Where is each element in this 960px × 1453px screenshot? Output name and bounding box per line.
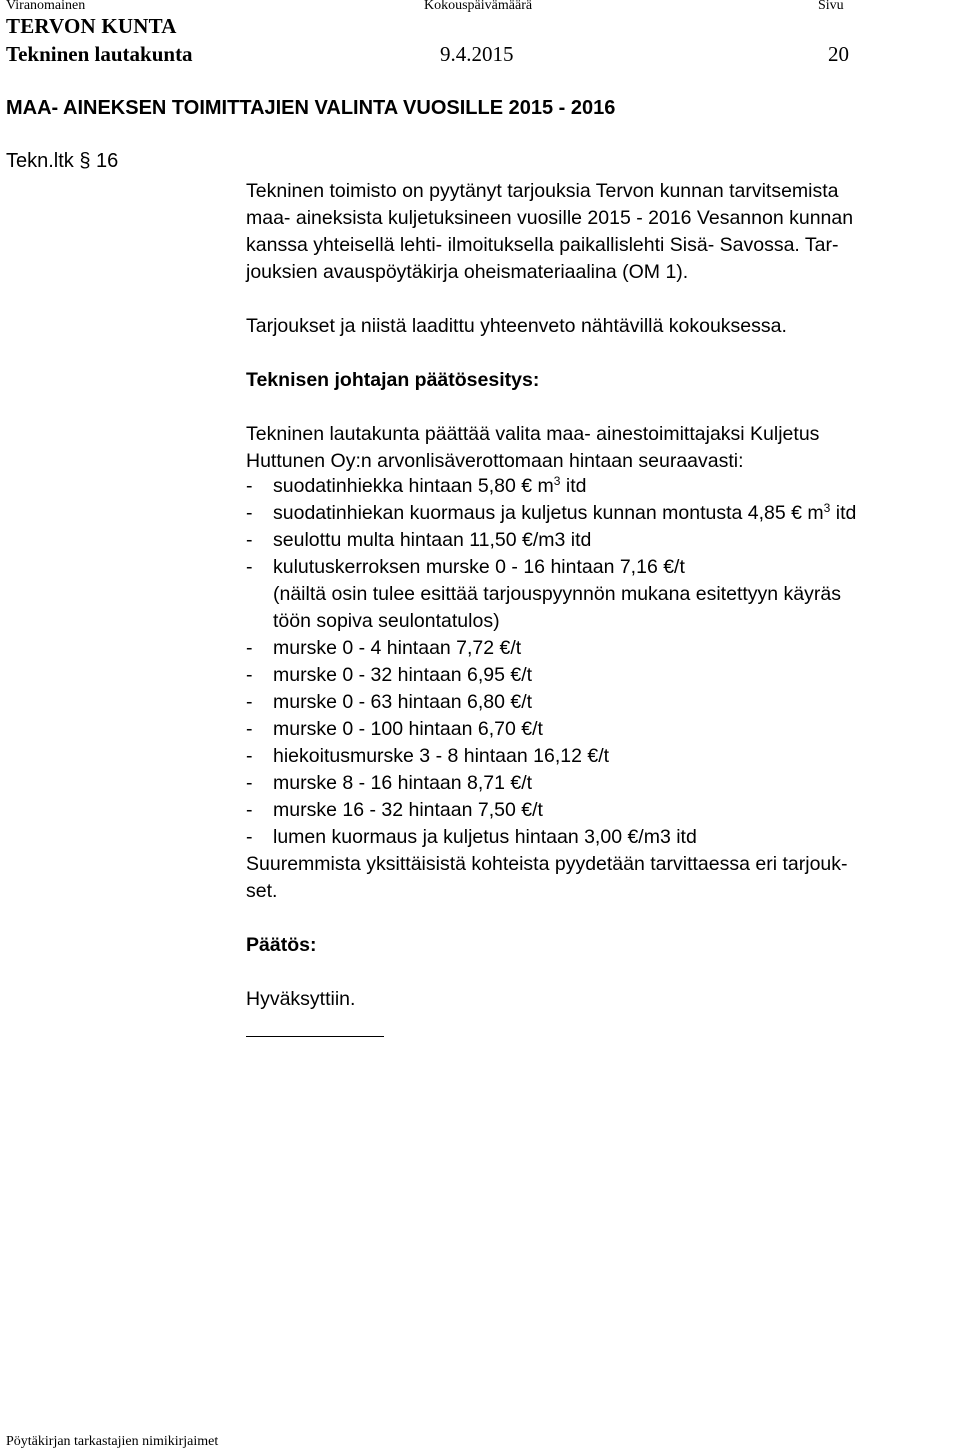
note-paragraph: Tarjoukset ja niistä laadittu yhteenveto nähtävillä kokouksessa. [246,315,787,337]
intro-paragraph [246,178,853,286]
price-item-text: suodatinhiekan kuormaus ja kuljetus kunnan montusta 4,85 € m [273,502,824,524]
intro-line: kanssa yhteisellä lehti- ilmoituksella paikallislehti Sisä- Savossa. Tar- [246,234,839,256]
board-name: Tekninen lautakunta [6,42,193,66]
intro-line: Tekninen toimisto on pyytänyt tarjouksia Tervon kunnan tarvitsemista [246,180,839,202]
footer-label: Pöytäkirjan tarkastajien nimikirjaimet [6,1434,219,1449]
proposal-line: Tekninen lautakunta päättää valita maa- ainestoimittajaksi Kuljetus [246,423,820,445]
section-reference: Tekn.ltk § 16 [6,150,119,172]
signature-line [246,1036,384,1037]
list-dash: - [246,664,253,686]
proposal-paragraph [246,421,819,475]
meeting-date: 9.4.2015 [440,42,514,66]
closing-paragraph [246,851,848,905]
price-item-text: murske 0 - 100 hintaan 6,70 €/t [273,718,543,740]
list-dash: - [246,826,253,848]
proposal-heading: Teknisen johtajan päätösesitys: [246,369,540,391]
decision-text: Hyväksyttiin. [246,988,356,1010]
label-official: Viranomainen [6,0,86,13]
decision-heading: Päätös: [246,934,317,956]
price-item-text: kulutuskerroksen murske 0 - 16 hintaan 7,16 €/t [273,556,685,578]
list-dash: - [246,529,253,551]
intro-line: maa- aineksista kuljetuksineen vuosille 2015 - 2016 Vesannon kunnan [246,207,854,229]
list-dash: - [246,799,253,821]
label-meeting-date: Kokouspäivämäärä [424,0,533,13]
price-item-text: suodatinhiekka hintaan 5,80 € m [273,475,554,497]
closing-line: Suuremmista yksittäisistä kohteista pyydetään tarvittaessa eri tarjouk- [246,853,848,875]
list-dash: - [246,475,253,497]
document-title: MAA- AINEKSEN TOIMITTAJIEN VALINTA VUOSILLE 2015 - 2016 [6,97,616,119]
price-item-text: murske 8 - 16 hintaan 8,71 €/t [273,772,533,794]
price-item-suffix: itd [830,502,857,524]
list-dash: - [246,718,253,740]
price-item-text: murske 0 - 63 hintaan 6,80 €/t [273,691,533,713]
price-item-text: lumen kuormaus ja kuljetus hintaan 3,00 €/m3 itd [273,826,697,848]
price-item-text: seulottu multa hintaan 11,50 €/m3 itd [273,529,592,551]
list-dash: - [246,772,253,794]
closing-line: set. [246,880,278,902]
intro-line: jouksien avauspöytäkirja oheismateriaalina (OM 1). [246,261,689,283]
list-dash: - [246,745,253,767]
page-number: 20 [828,42,849,66]
superscript: 3 [823,501,831,515]
list-dash: - [246,691,253,713]
organization-name: TERVON KUNTA [6,14,177,38]
price-item-text: murske 16 - 32 hintaan 7,50 €/t [273,799,543,821]
list-dash: - [246,502,253,524]
proposal-line: Huttunen Oy:n arvonlisäverottomaan hintaan seuraavasti: [246,450,744,472]
price-item-text: murske 0 - 4 hintaan 7,72 €/t [273,637,522,659]
price-item-suffix: itd [560,475,587,497]
price-item-text: murske 0 - 32 hintaan 6,95 €/t [273,664,533,686]
price-item-text: hiekoitusmurske 3 - 8 hintaan 16,12 €/t [273,745,610,767]
superscript: 3 [553,474,561,488]
list-dash: - [246,556,253,578]
label-page: Sivu [818,0,844,13]
list-dash: - [246,637,253,659]
